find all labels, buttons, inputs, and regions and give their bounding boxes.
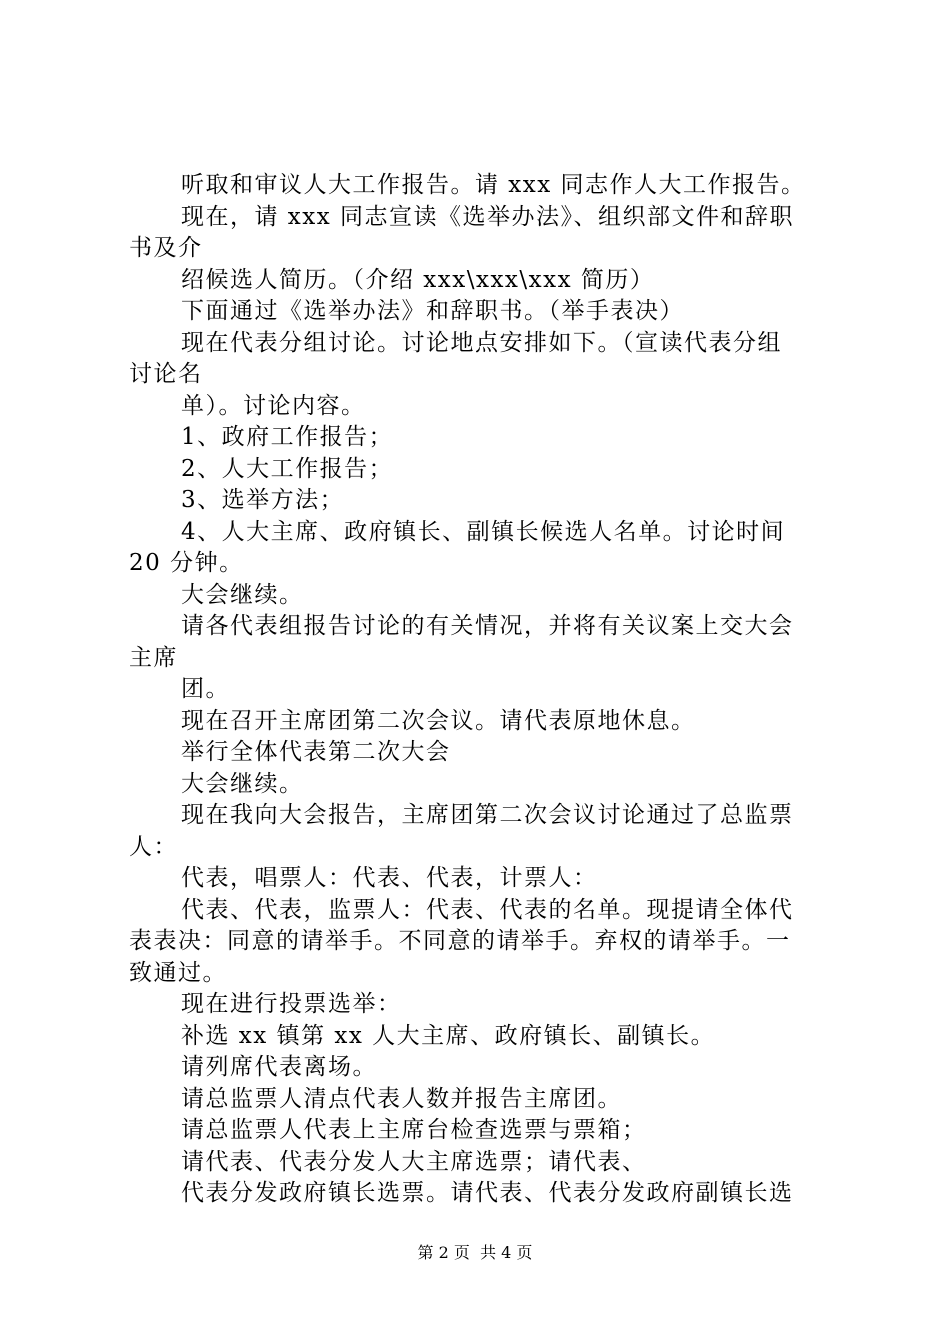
paragraph-line: 20 分钟。	[129, 550, 244, 576]
paragraph-line: 单）。讨论内容。	[181, 392, 366, 419]
paragraph-line: 大会继续。	[181, 770, 304, 797]
page-footer: 第 2 页 共 4 页	[417, 1243, 533, 1262]
paragraph-line: 代表，唱票人：代表、代表，计票人：	[181, 865, 598, 891]
document-body	[129, 170, 834, 1210]
paragraph-line: 请列席代表离场。	[181, 1054, 377, 1080]
paragraph-line: 团。	[181, 676, 230, 702]
paragraph-line: 4、人大主席、政府镇长、副镇长候选人名单。讨论时间	[181, 518, 786, 545]
paragraph-line: 主席	[129, 644, 178, 671]
paragraph-line: 现在，请 xxx 同志宣读《选举办法》、组织部文件和辞职	[181, 203, 795, 230]
paragraph-line: 现在代表分组讨论。讨论地点安排如下。（宣读代表分组	[181, 329, 782, 356]
paragraph-line: 请代表、代表分发人大主席选票；请代表、	[181, 1148, 647, 1175]
paragraph-line: 讨论名	[129, 361, 203, 387]
paragraph-line: 现在进行投票选举：	[181, 991, 402, 1017]
paragraph-line: 听取和审议人大工作报告。请 xxx 同志作人大工作报告。	[181, 172, 806, 198]
paragraph-line: 现在召开主席团第二次会议。请代表原地休息。	[181, 707, 696, 734]
paragraph-line: 代表分发政府镇长选票。请代表、代表分发政府副镇长选	[181, 1180, 794, 1206]
paragraph-line: 补选 xx 镇第 xx 人大主席、政府镇长、副镇长。	[181, 1022, 716, 1049]
paragraph-line: 请各代表组报告讨论的有关情况，并将有关议案上交大会	[181, 613, 794, 639]
paragraph-line: 绍候选人简历。（介绍 xxx\xxx\xxx 简历）	[181, 266, 655, 293]
paragraph-line: 代表、代表，监票人：代表、代表的名单。现提请全体代	[181, 896, 794, 923]
paragraph-line: 3、选举方法；	[181, 487, 345, 513]
paragraph-line: 请总监票人清点代表人数并报告主席团。	[181, 1085, 622, 1112]
paragraph-line: 下面通过《选举办法》和辞职书。（举手表决）	[181, 298, 684, 324]
paragraph-line: 请总监票人代表上主席台检查选票与票箱；	[181, 1117, 647, 1143]
paragraph-line: 举行全体代表第二次大会	[181, 739, 451, 765]
paragraph-line: 表表决：同意的请举手。不同意的请举手。弃权的请举手。一	[129, 928, 791, 954]
paragraph-line: 大会继续。	[181, 581, 304, 608]
paragraph-line: 2、人大工作报告；	[181, 455, 394, 482]
paragraph-line: 书及介	[129, 235, 203, 261]
paragraph-line: 1、政府工作报告；	[181, 424, 394, 450]
paragraph-line: 现在我向大会报告，主席团第二次会议讨论通过了总监票	[181, 802, 794, 828]
paragraph-line: 人：	[129, 833, 178, 860]
paragraph-line: 致通过。	[129, 959, 227, 986]
